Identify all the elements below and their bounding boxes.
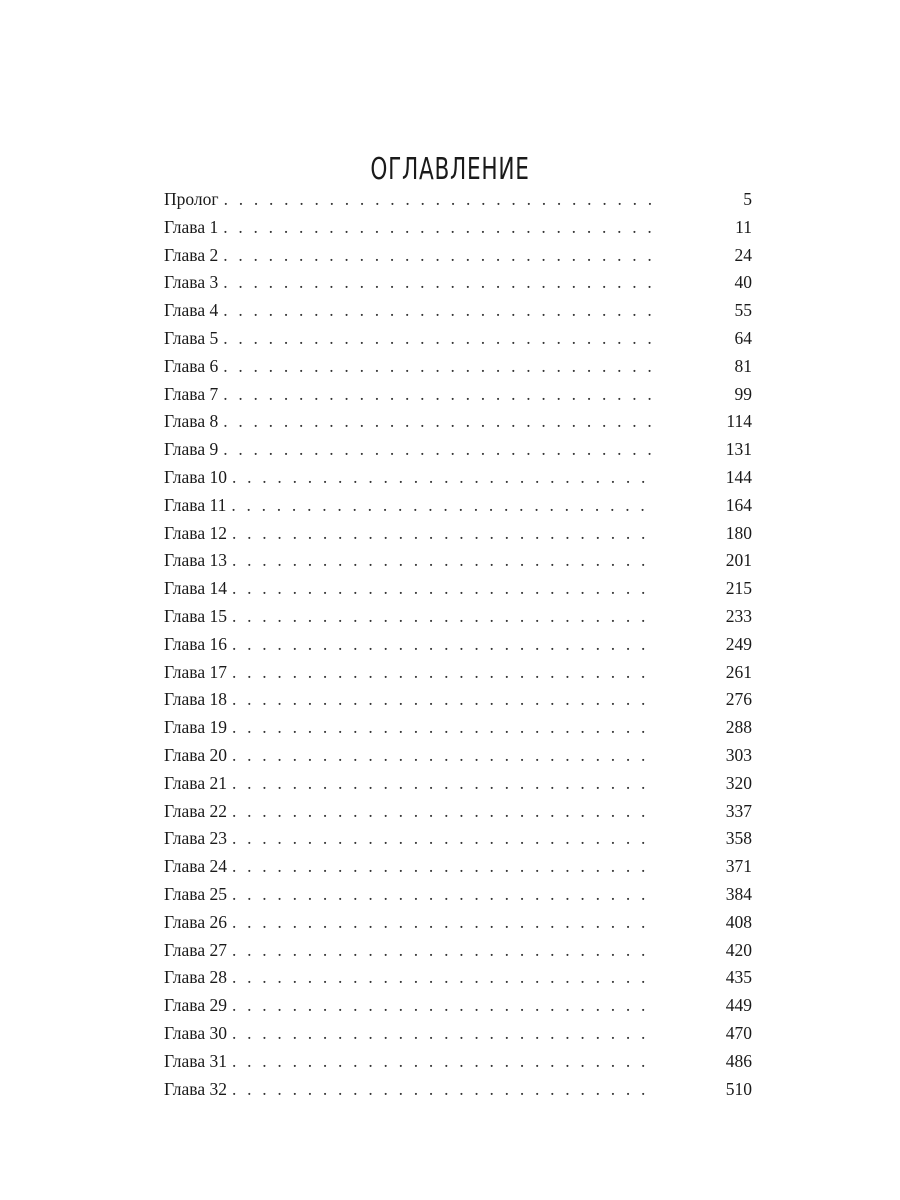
toc-entry-page-number: 288 — [725, 717, 752, 738]
toc-entry-label: Глава 2 — [164, 244, 219, 265]
dot-leader — [232, 909, 654, 937]
dot-leader — [232, 742, 654, 770]
toc-entry[interactable] — [164, 214, 752, 242]
dot-leader — [223, 408, 654, 436]
toc-entry-label: Глава 6 — [164, 355, 219, 376]
toc-entry[interactable] — [164, 1048, 752, 1076]
toc-entry[interactable] — [164, 242, 752, 270]
dot-leader — [223, 381, 654, 409]
toc-entry-page-number: 249 — [725, 633, 752, 654]
dot-leader — [223, 297, 654, 325]
dot-leader — [232, 853, 654, 881]
toc-entry[interactable] — [164, 631, 752, 659]
toc-entry-label: Глава 15 — [164, 605, 227, 626]
toc-entry[interactable] — [164, 659, 752, 687]
dot-leader — [223, 353, 654, 381]
dot-leader — [232, 992, 654, 1020]
toc-entry-label: Глава 4 — [164, 300, 219, 321]
toc-entry[interactable] — [164, 742, 752, 770]
dot-leader — [223, 214, 654, 242]
toc-entry-page-number: 215 — [725, 578, 752, 599]
toc-entry-label: Глава 20 — [164, 744, 227, 765]
toc-entry-page-number: 408 — [725, 911, 752, 932]
toc-entry-label: Глава 13 — [164, 550, 227, 571]
toc-entry[interactable] — [164, 686, 752, 714]
toc-entry-label: Глава 5 — [164, 327, 219, 348]
toc-entry-label: Глава 22 — [164, 800, 227, 821]
dot-leader — [232, 714, 654, 742]
toc-entry-page-number: 303 — [725, 744, 752, 765]
dot-leader — [231, 492, 654, 520]
toc-entry[interactable] — [164, 575, 752, 603]
toc-entry[interactable] — [164, 547, 752, 575]
toc-entry[interactable] — [164, 408, 752, 436]
toc-entry[interactable] — [164, 297, 752, 325]
toc-entry-page-number: 261 — [725, 661, 752, 682]
toc-entry-page-number: 337 — [725, 800, 752, 821]
toc-entry[interactable] — [164, 825, 752, 853]
toc-entry-label: Глава 12 — [164, 522, 227, 543]
toc-entry-label: Глава 30 — [164, 1022, 227, 1043]
dot-leader — [232, 881, 654, 909]
toc-entry-page-number: 233 — [725, 605, 752, 626]
toc-entry[interactable] — [164, 853, 752, 881]
toc-entry-page-number: 131 — [725, 439, 752, 460]
dot-leader — [232, 520, 654, 548]
toc-entry-page-number: 320 — [725, 772, 752, 793]
toc-entry[interactable] — [164, 1076, 752, 1104]
toc-entry-page-number: 470 — [725, 1022, 752, 1043]
toc-entry-label: Глава 8 — [164, 411, 219, 432]
toc-entry-label: Глава 3 — [164, 272, 219, 293]
toc-entry-page-number: 510 — [725, 1078, 752, 1099]
dot-leader — [232, 631, 654, 659]
dot-leader — [232, 686, 654, 714]
toc-entry-page-number: 420 — [725, 939, 752, 960]
toc-entry[interactable] — [164, 1020, 752, 1048]
toc-entry-label: Глава 19 — [164, 717, 227, 738]
toc-entry-page-number: 201 — [725, 550, 752, 571]
toc-entry[interactable] — [164, 881, 752, 909]
dot-leader — [232, 547, 654, 575]
toc-entry-page-number: 99 — [734, 383, 752, 404]
toc-entry-label: Глава 32 — [164, 1078, 227, 1099]
toc-entry[interactable] — [164, 186, 752, 214]
dot-leader — [232, 964, 654, 992]
dot-leader — [232, 603, 654, 631]
dot-leader — [232, 575, 654, 603]
toc-entry-label: Глава 18 — [164, 689, 227, 710]
dot-leader — [223, 242, 654, 270]
toc-entry-label: Глава 25 — [164, 883, 227, 904]
toc-entry[interactable] — [164, 436, 752, 464]
toc-entry-label: Глава 10 — [164, 466, 227, 487]
toc-entry[interactable] — [164, 269, 752, 297]
toc-entry-label: Глава 17 — [164, 661, 227, 682]
toc-entry[interactable] — [164, 381, 752, 409]
dot-leader — [232, 659, 654, 687]
toc-entry-page-number: 276 — [725, 689, 752, 710]
dot-leader — [224, 186, 654, 214]
table-of-contents — [164, 186, 752, 1103]
toc-entry-page-number: 358 — [725, 828, 752, 849]
dot-leader — [232, 1048, 654, 1076]
toc-entry[interactable] — [164, 770, 752, 798]
toc-entry-page-number: 81 — [734, 355, 752, 376]
dot-leader — [223, 269, 654, 297]
page-title: ОГЛАВЛЕНИЕ — [370, 152, 530, 188]
toc-entry-label: Глава 27 — [164, 939, 227, 960]
toc-entry[interactable] — [164, 937, 752, 965]
dot-leader — [232, 825, 654, 853]
toc-entry-label: Глава 31 — [164, 1050, 227, 1071]
toc-entry[interactable] — [164, 909, 752, 937]
toc-entry-page-number: 180 — [725, 522, 752, 543]
toc-entry-page-number: 371 — [725, 856, 752, 877]
toc-entry-page-number: 114 — [726, 411, 752, 432]
toc-entry-label: Глава 28 — [164, 967, 227, 988]
toc-entry[interactable] — [164, 964, 752, 992]
toc-entry-page-number: 449 — [725, 995, 752, 1016]
dot-leader — [223, 436, 654, 464]
toc-entry[interactable] — [164, 603, 752, 631]
toc-entry-label: Глава 21 — [164, 772, 227, 793]
toc-entry[interactable] — [164, 353, 752, 381]
toc-entry[interactable] — [164, 464, 752, 492]
toc-entry[interactable] — [164, 492, 752, 520]
toc-entry-label: Пролог — [164, 189, 219, 209]
dot-leader — [232, 937, 654, 965]
toc-entry-page-number: 55 — [734, 300, 752, 321]
toc-entry-label: Глава 9 — [164, 439, 219, 460]
dot-leader — [223, 325, 654, 353]
toc-entry[interactable] — [164, 714, 752, 742]
toc-entry-label: Глава 16 — [164, 633, 227, 654]
toc-entry-page-number: 435 — [725, 967, 752, 988]
toc-entry-label: Глава 29 — [164, 995, 227, 1016]
toc-entry-page-number: 384 — [725, 883, 752, 904]
dot-leader — [232, 1076, 654, 1104]
dot-leader — [232, 1020, 654, 1048]
toc-entry[interactable] — [164, 520, 752, 548]
toc-entry-page-number: 11 — [735, 216, 752, 237]
toc-entry-page-number: 164 — [725, 494, 752, 515]
toc-entry[interactable] — [164, 325, 752, 353]
toc-entry-page-number: 486 — [725, 1050, 752, 1071]
toc-entry-page-number: 64 — [734, 327, 752, 348]
toc-entry-label: Глава 7 — [164, 383, 219, 404]
toc-entry[interactable] — [164, 992, 752, 1020]
toc-entry-label: Глава 14 — [164, 578, 227, 599]
toc-entry-label: Глава 11 — [164, 494, 227, 515]
toc-entry-label: Глава 23 — [164, 828, 227, 849]
toc-entry-label: Глава 24 — [164, 856, 227, 877]
toc-entry-page-number: 24 — [734, 244, 752, 265]
dot-leader — [232, 770, 654, 798]
toc-entry-page-number: 40 — [734, 272, 752, 293]
toc-entry-label: Глава 1 — [164, 216, 219, 237]
toc-entry-label: Глава 26 — [164, 911, 227, 932]
toc-entry-page-number: 144 — [725, 466, 752, 487]
dot-leader — [232, 798, 654, 826]
toc-entry-page-number: 5 — [743, 189, 752, 209]
dot-leader — [232, 464, 654, 492]
toc-entry[interactable] — [164, 798, 752, 826]
